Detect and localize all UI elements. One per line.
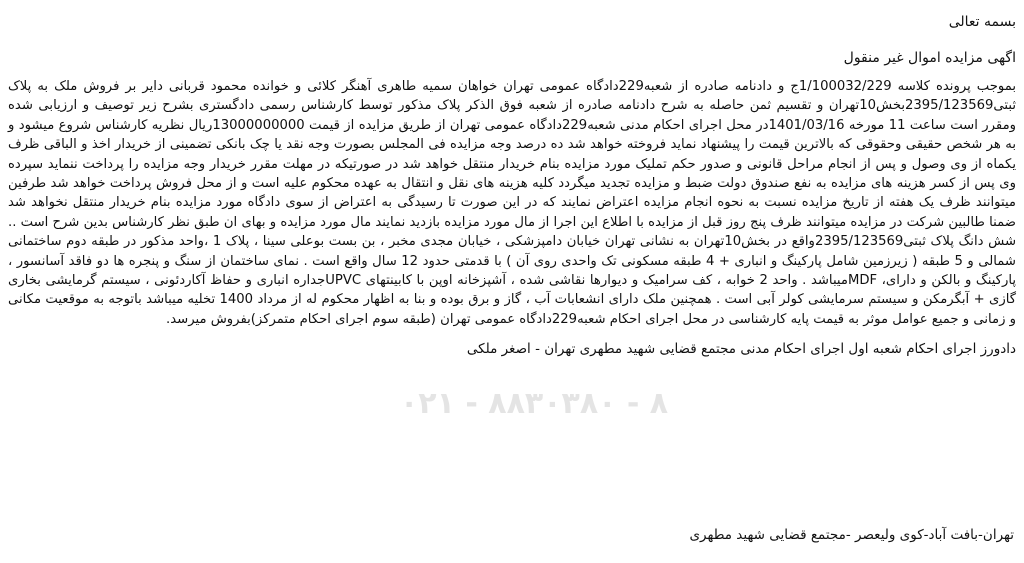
signature-line: دادورز اجرای احکام شعبه اول اجرای احکام مدنی مجتمع قضایی شهید مطهری تهران - اصغر ملکی — [466, 341, 1016, 358]
phone-watermark: ۰۲۱ - ۸۸۳۰۳۸۰ - ۸ — [400, 386, 669, 421]
address-line: تهران-بافت آباد-کوی ولیعصر -مجتمع قضایی شهید مطهری — [689, 527, 1014, 543]
notice-title: اگهی مزایده اموال غیر منقول — [843, 50, 1016, 66]
notice-body: بموجب پرونده کلاسه 1/100032/229ج و دادنامه صادره از شعبه229دادگاه عمومی تهران خواهان سمیه طاهری آهنگر کلائی و خوانده محمود قربانی دایر بر فروش ملک به پلاک ثبتی2395/123569بخش10تهران و تقسیم ثمن حاصله به شرح دادنامه صادره از شعبه فوق الذکر پلاک مذکور توسط کارشناس رسمی دادگستری بشرح زیر توصیف و ارزیابی شده ومقرر است ساعت 11 مورخه 1401/03/16در محل اجرای احکام مدنی شعبه229دادگاه عمومی تهران از طریق مزایده از قیمت 13000000000ریال نظریه کارشناس شروع میشود و به هر شخص حقیقی وحقوقی که بالاترین قیمت را پیشنهاد نماید فروخته خواهد شد ده درصد وجه مزایده فی المجلس بصورت وجه نقد یا چک بانکی تضمینی از خریدار اخذ و الباقی ظرف یکماه از وی وصول و پس از انجام مراحل قانونی و صدور حکم تملیک مورد مزایده بنام خریدار منتقل خواهد شد در صورتیکه در مهلت مقرر خریدار وجه مزایده را پرداخت ننماید سپرده وی پس از کسر هزینه های مزایده به نفع صندوق دولت ضبط و مزایده تجدید میگردد کلیه هزینه های نقل و انتقال به عهده محکوم علیه است و از محل فروش پرداخت خواهد شد طرفین میتوانند ظرف یک هفته از تاریخ مزایده نسبت به نحوه انجام مزایده اعتراض نمایند که در این صورت تا رسیدگی به اعتراض از سوی دادگاه مورد مزایده بنام خریدار منتقل نخواهد شد ضمنا طالبین شرکت در مزایده میتوانند ظرف پنج روز قبل از مزایده با اطلاع این اجرا از مال مورد مزایده بازدید نمایند مال مورد مزایده و بهای ان طبق نظر کارشناس بدین شرح است .. شش دانگ پلاک ثبتی2395/123569واقع در بخش10تهران به نشانی تهران خیابان دامپزشکی ، خیابان مجدی مخبر ، بن بست بوعلی سینا ، پلاک 1 ،واحد مذکور در طبقه دوم ساختمانی شمالی و 5 طبقه ( زیرزمین شامل پارکینگ و انباری + 4 طبقه مسکونی تک واحدی روی آن ) با قدمتی حدود 12 سال واقع است . نمای ساختمان از سنگ و پنجره ها دو فاقد آسانسور ، پارکینگ و بالکن و دارای، MDFمیباشد . واحد 2 خوابه ، کف سرامیک و دیوارها نقاشی شده ، آشپزخانه اوپن با کابینتهای UPVCجداره انباری و حفاظ آکاردئونی ، سیستم گرمایشی بخاری گازی + آبگرمکن و سیستم سرمایشی کولر آبی است . همچنین ملک دارای انشعابات آب ، گاز و برق بوده و بنا به اظهار محکوم له از مرداد 1400 تخلیه میباشد باتوجه به موقعیت مکانی و زمانی و جمیع عوامل موثر به قیمت پایه کارشناسی در محل اجرای احکام شعبه229دادگاه عمومی تهران (طبقه سوم اجرای احکام متمرکز)بفروش میرسد. — [8, 79, 1017, 327]
basmala-heading: بسمه تعالی — [948, 14, 1016, 30]
